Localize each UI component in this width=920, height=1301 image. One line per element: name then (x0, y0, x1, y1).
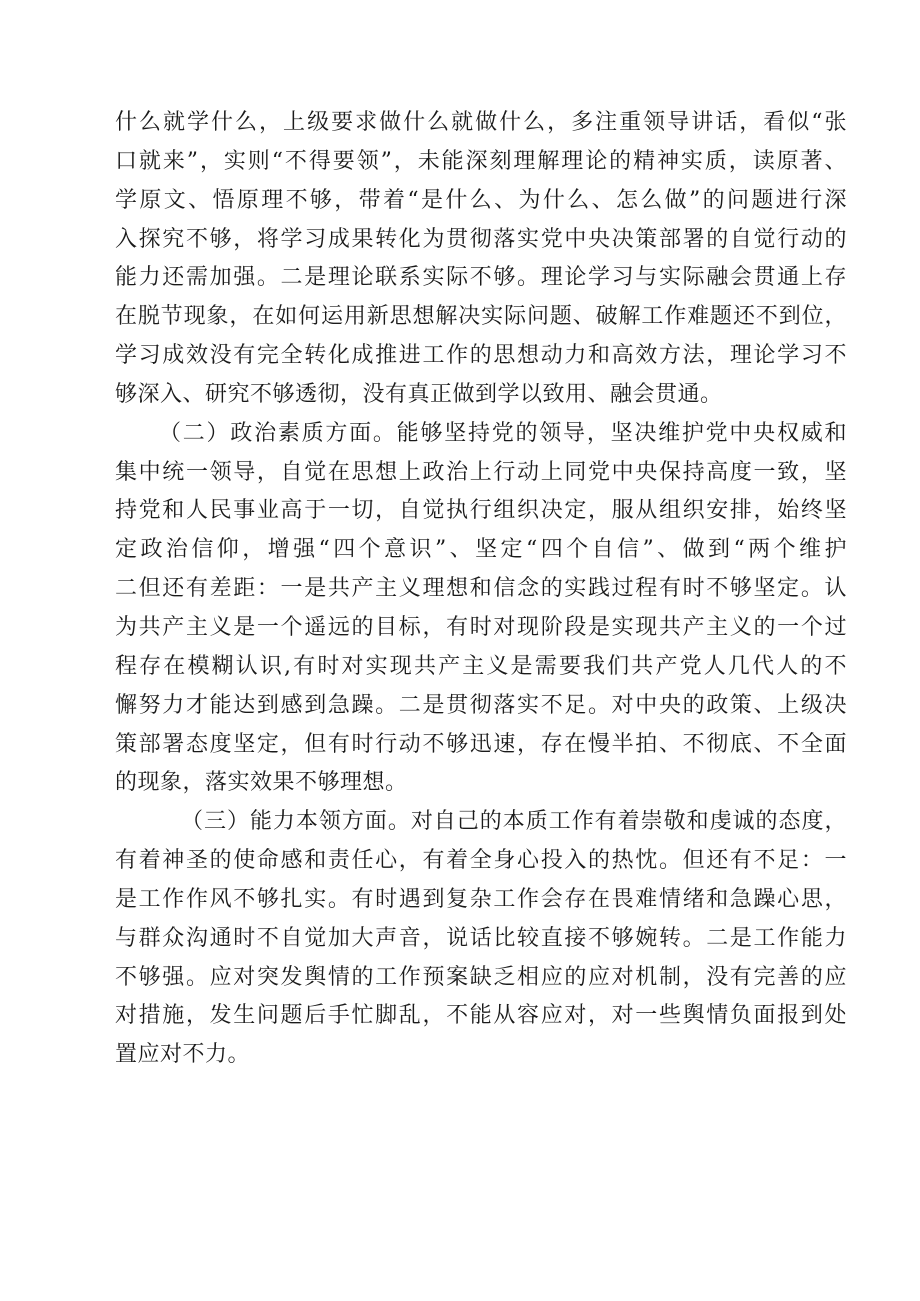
text-line: 定政治信仰，增强“四个意识”、坚定“四个自信”、做到“两个维护 (115, 537, 847, 563)
paragraph-ability-skills (115, 803, 847, 1075)
text-line: 二但还有差距：一是共产主义理想和信念的实践过程有时不够坚定。认 (115, 576, 847, 602)
text-line: 策部署态度坚定，但有时行动不够迅速，存在慢半拍、不彻底、不全面 (115, 731, 847, 757)
paragraph-heading-line: （三）能力本领方面。对自己的本质工作有着崇敬和虔诚的态度， (181, 809, 847, 835)
text-line: 是工作作风不够扎实。有时遇到复杂工作会存在畏难情绪和急躁心思， (115, 886, 847, 912)
text-line: 的现象，落实效果不够理想。 (115, 770, 408, 796)
text-line: 为共产主义是一个遥远的目标，有时对现阶段是实现共产主义的一个过 (115, 614, 847, 640)
text-line: 置应对不力。 (115, 1042, 251, 1068)
text-line: 持党和人民事业高于一切，自觉执行组织决定，服从组织安排，始终坚 (115, 498, 847, 524)
text-line: 学原文、悟原理不够，带着“是什么、为什么、怎么做”的问题进行深 (115, 187, 847, 213)
text-line: 与群众沟通时不自觉加大声音，说话比较直接不够婉转。二是工作能力 (115, 925, 847, 951)
text-line: 够深入、研究不够透彻，没有真正做到学以致用、融会贯通。 (115, 381, 723, 407)
text-line: 程存在模糊认识,有时对实现共产主义是需要我们共产党人几代人的不 (115, 653, 847, 679)
text-line: 懈努力才能达到感到急躁。二是贯彻落实不足。对中央的政策、上级决 (115, 692, 847, 718)
text-line: 对措施，发生问题后手忙脚乱，不能从容应对，对一些舆情负面报到处 (115, 1003, 847, 1029)
text-line: 集中统一领导，自觉在思想上政治上行动上同党中央保持高度一致，坚 (115, 459, 847, 485)
text-line: 不够强。应对突发舆情的工作预案缺乏相应的应对机制，没有完善的应 (115, 964, 847, 990)
document-body (115, 104, 847, 1075)
text-line: 口就来”，实则“不得要领”，未能深刻理解理论的精神实质，读原著、 (115, 148, 847, 174)
paragraph-political-quality (115, 415, 847, 803)
paragraph-heading-line: （二）政治素质方面。能够坚持党的领导，坚决维护党中央权威和 (159, 420, 847, 446)
text-line: 能力还需加强。二是理论联系实际不够。理论学习与实际融会贯通上存 (115, 265, 847, 291)
text-line: 什么就学什么，上级要求做什么就做什么，多注重领导讲话，看似“张 (115, 110, 847, 135)
text-line: 有着神圣的使命感和责任心，有着全身心投入的热忱。但还有不足：一 (115, 848, 847, 874)
paragraph-theory-study (115, 104, 847, 415)
text-line: 在脱节现象，在如何运用新思想解决实际问题、破解工作难题还不到位， (115, 304, 847, 330)
text-line: 入探究不够，将学习成果转化为贯彻落实党中央决策部署的自觉行动的 (115, 226, 847, 252)
text-line: 学习成效没有完全转化成推进工作的思想动力和高效方法，理论学习不 (115, 343, 847, 369)
